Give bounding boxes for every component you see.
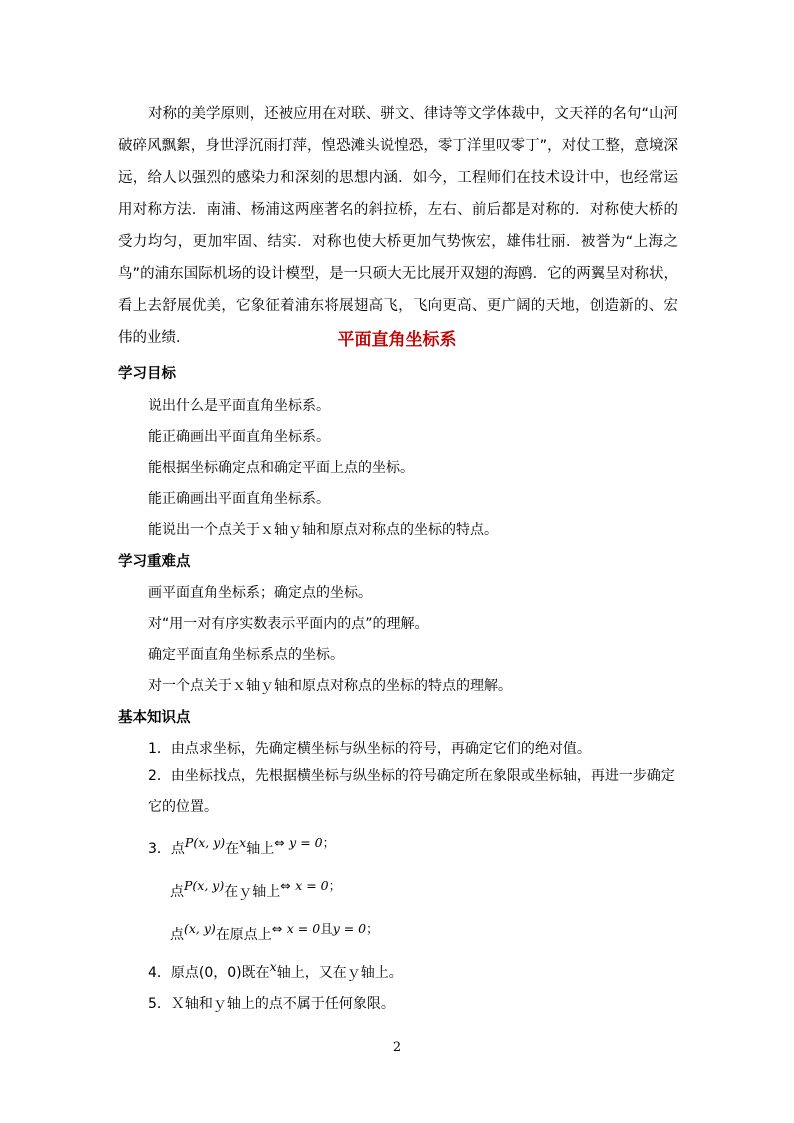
difficulty-item: 对一个点关于ｘ轴ｙ轴和原点对称点的坐标的特点的理解。: [148, 678, 512, 694]
point-expression: P(x, y): [184, 835, 226, 850]
item-4-text: 4．原点(0，0)既在: [148, 965, 270, 981]
point-expression: (x, y): [184, 921, 216, 936]
basics-item-1: 1．由点求坐标，先确定横坐标与纵坐标的符号，再确定它们的绝对值。: [148, 741, 591, 757]
goal-item: 能说出一个点关于ｘ轴ｙ轴和原点对称点的坐标的特点。: [148, 522, 498, 538]
basics-item-4: [148, 959, 403, 982]
item-3-text: 在: [225, 841, 240, 857]
item-3-text: 在ｙ轴上: [224, 884, 281, 900]
joiner-text: 且: [320, 921, 333, 936]
condition-expression: y = 0: [332, 921, 367, 936]
iff-symbol: ⇔: [280, 878, 291, 893]
difficulty-item: 对“用一对有序实数表示平面内的点”的理解。: [148, 616, 429, 632]
page-number: 2: [392, 1040, 402, 1055]
item-3-end: ；: [322, 835, 336, 850]
condition-expression: x = 0: [286, 921, 321, 936]
basics-item-3-y-axis: [170, 878, 342, 901]
axis-variable: x: [239, 835, 247, 850]
intro-paragraph: 对称的美学原则，还被应用在对联、骈文、律诗等文学体裁中，文天祥的名句“山河破碎风飘絮，身世浮沉雨打萍，惶恐滩头说惶恐，零丁洋里叹零丁”，对仗工整，意境深远，给人以强烈的感染力和深刻的思想内涵．如今，工程师们在技术设计中，也经常运用对称方法．南浦、杨浦这两座著名的斜拉桥，左右、前后都是对称的．对称使大桥的受力均匀，更加牢固、结实．对称也使大桥更加气势恢宏，雄伟壮丽．被誉为“上海之鸟”的浦东国际机场的设计模型，是一只硕大无比展开双翅的海鸥．它的两翼呈对称状，看上去舒展优美，它象征着浦东将展翅高飞，飞向更高、更广阔的天地，创造新的、宏伟的业绩．: [118, 106, 678, 346]
iff-symbol: ⇔: [274, 835, 285, 850]
item-3-text: 点: [170, 884, 184, 900]
basics-item-5: 5．Ｘ轴和ｙ轴上的点不属于任何象限。: [148, 996, 395, 1012]
basics-item-2: 2．由坐标找点，先根据横坐标与纵坐标的符号确定所在象限或坐标轴，再进一步确定它的位置。: [148, 768, 675, 815]
condition-expression: x = 0: [295, 878, 329, 893]
difficulty-item: 确定平面直角坐标系点的坐标。: [148, 647, 344, 663]
basics-item-3-origin: [170, 921, 379, 944]
axis-variable: x: [269, 959, 277, 974]
iff-symbol: ⇔: [271, 921, 283, 936]
goal-item: 能正确画出平面直角坐标系。: [148, 429, 330, 445]
goal-item: 能根据坐标确定点和确定平面上点的坐标。: [148, 460, 414, 476]
item-3-end: ；: [328, 878, 342, 893]
point-expression: P(x, y): [184, 878, 225, 893]
item-3-text: 在原点上: [215, 927, 272, 943]
item-3-end: ；: [366, 921, 379, 936]
basics-item-3-x-axis: [148, 835, 336, 858]
item-3-text: 轴上: [246, 841, 275, 857]
item-3-text: 点: [170, 927, 184, 943]
goal-item: 能正确画出平面直角坐标系。: [148, 491, 330, 507]
difficulties-heading: 学习重难点: [118, 554, 191, 570]
condition-expression: y = 0: [289, 835, 323, 850]
goal-item: 说出什么是平面直角坐标系。: [148, 398, 330, 414]
basics-heading: 基本知识点: [118, 710, 191, 726]
difficulty-item: 画平面直角坐标系；确定点的坐标。: [148, 585, 372, 601]
item-3-label: 3．点: [148, 841, 185, 857]
section-title: 平面直角坐标系: [337, 330, 457, 350]
item-4-text: 轴上，又在ｙ轴上。: [276, 965, 403, 981]
learning-goals-heading: 学习目标: [118, 366, 176, 382]
